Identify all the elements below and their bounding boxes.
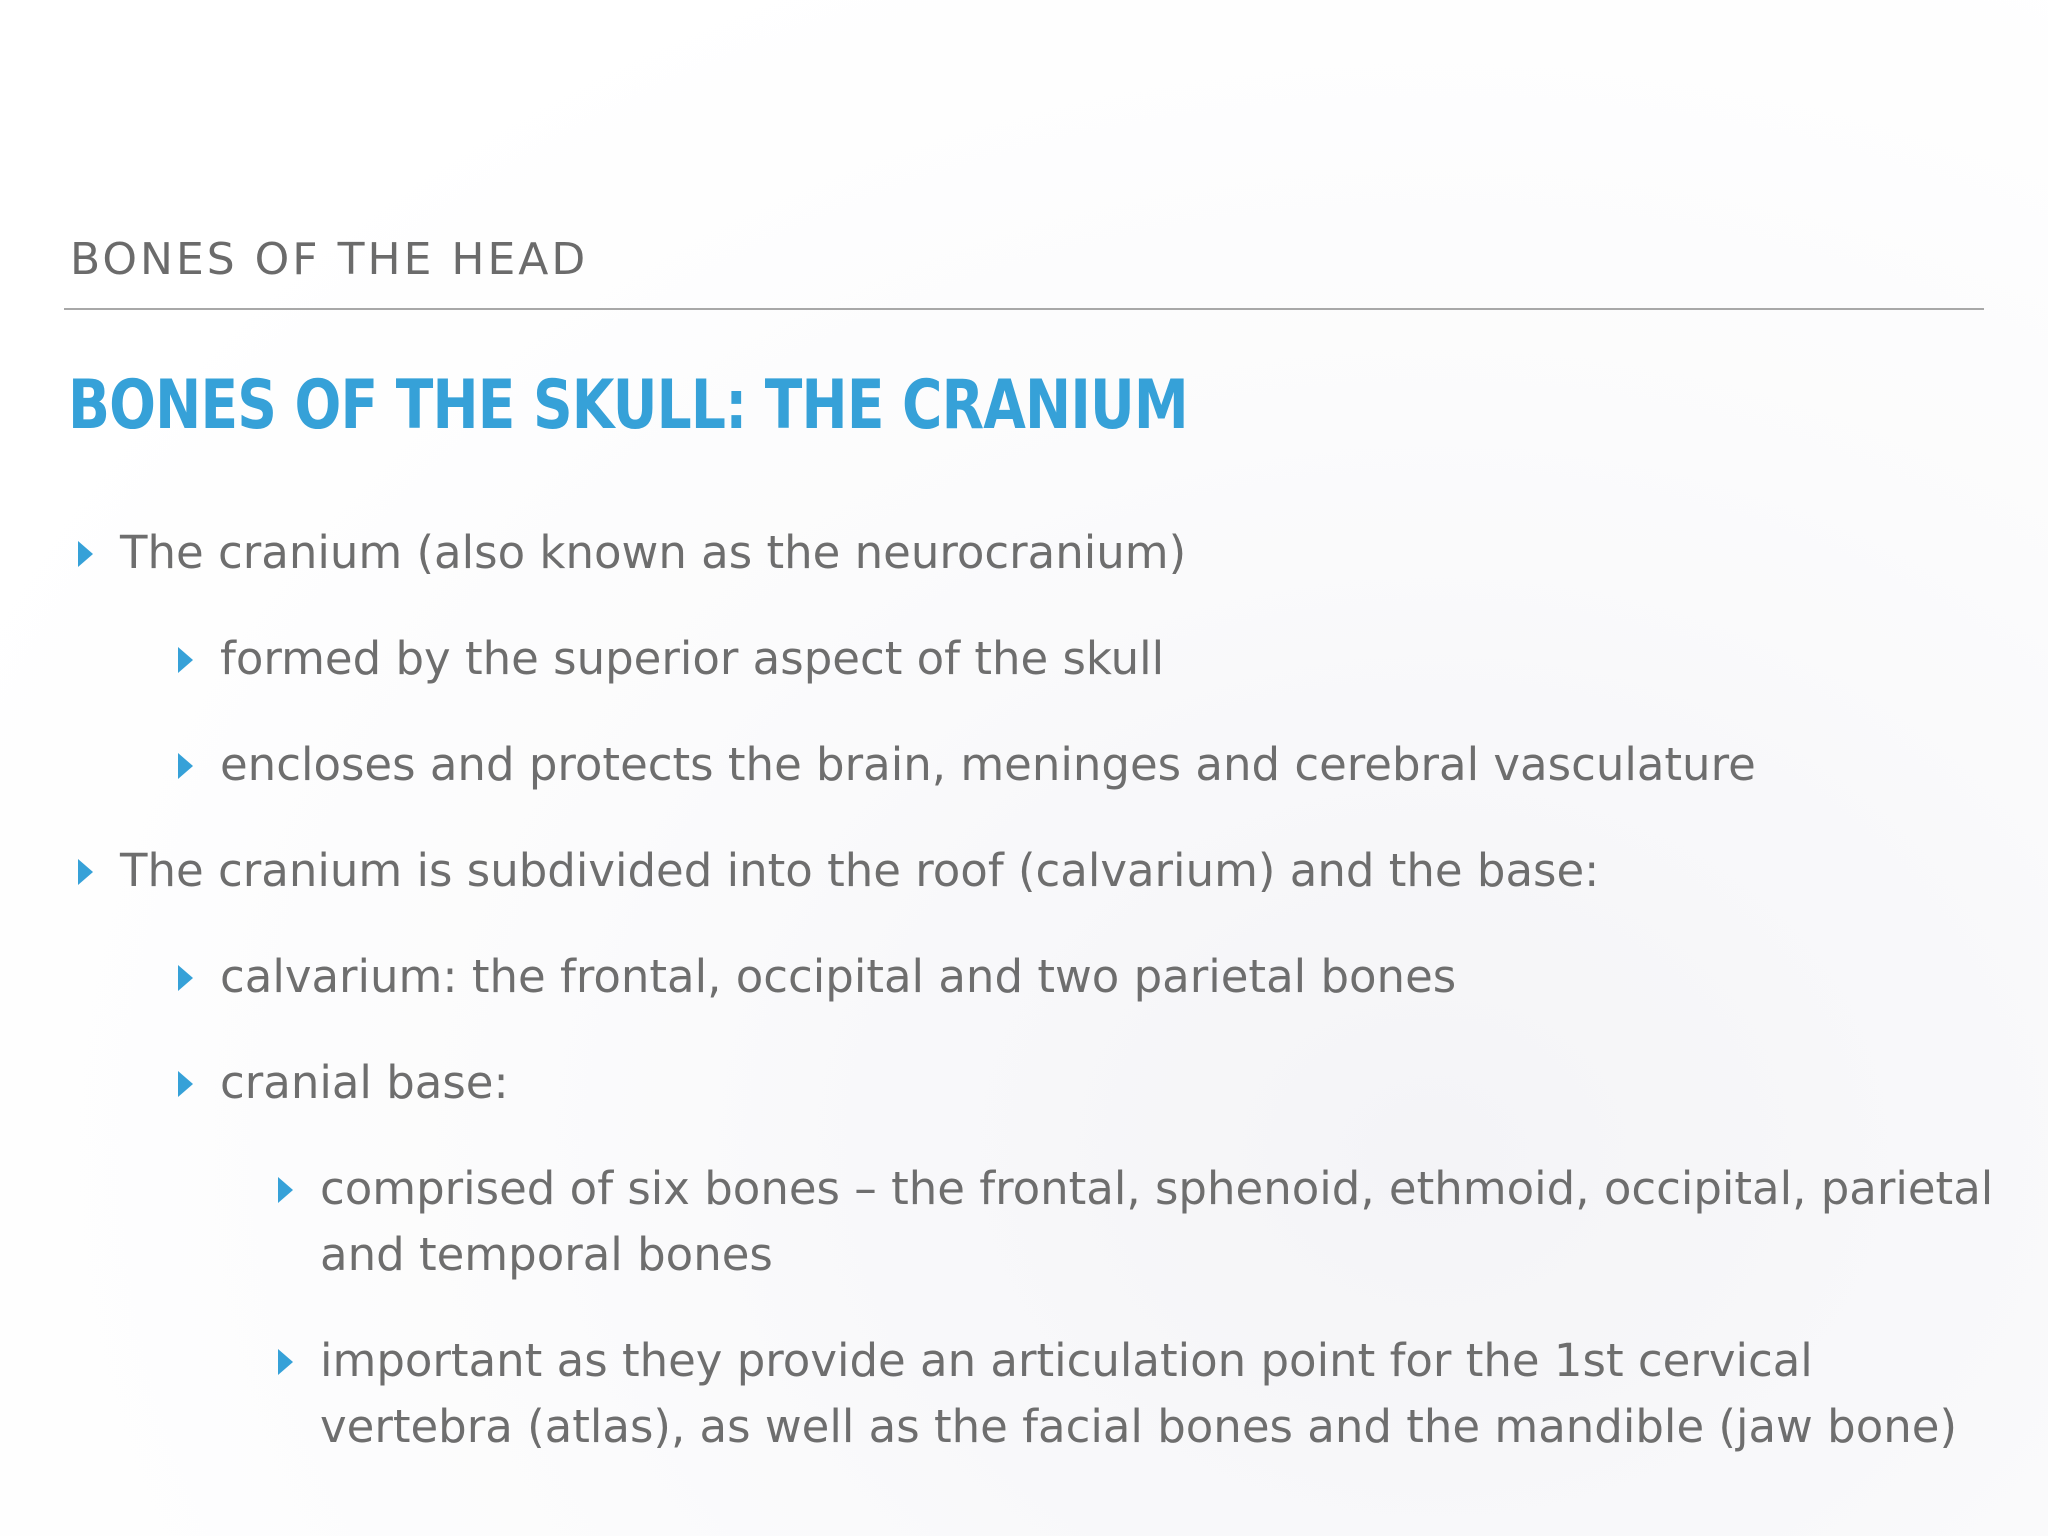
bullet-text: The cranium (also known as the neurocranium) <box>120 526 1187 579</box>
bullet-triangle-icon <box>278 1177 293 1203</box>
bullet-text: important as they provide an articulation point for the 1st cervical vertebra (atlas), as well as the facial bones and the mandible (jaw bone) <box>320 1334 1958 1453</box>
bullet-triangle-icon <box>178 965 193 991</box>
bullet-item <box>220 626 1164 692</box>
bullet-item <box>220 944 1456 1010</box>
bullet-text: formed by the superior aspect of the skull <box>220 632 1165 685</box>
bullet-triangle-icon <box>78 859 93 885</box>
bullet-triangle-icon <box>178 1071 193 1097</box>
section-title: BONES OF THE HEAD <box>70 234 589 285</box>
bullet-text: comprised of six bones – the frontal, sphenoid, ethmoid, occipital, parietal and temporal bones <box>320 1162 1994 1281</box>
bullet-text: calvarium: the frontal, occipital and two parietal bones <box>220 950 1457 1003</box>
bullet-text: The cranium is subdivided into the roof (calvarium) and the base: <box>120 844 1600 897</box>
bullet-item <box>320 1328 2000 1460</box>
bullet-item <box>120 520 1186 586</box>
bullet-item <box>220 1050 509 1116</box>
bullet-text: encloses and protects the brain, meninges and cerebral vasculature <box>220 738 1756 791</box>
bullet-triangle-icon <box>178 753 193 779</box>
bullet-item <box>320 1156 2000 1288</box>
slide-title: BONES OF THE SKULL: THE CRANIUM <box>68 366 1188 445</box>
bullet-triangle-icon <box>178 647 193 673</box>
bullet-item <box>120 838 1599 904</box>
bullet-triangle-icon <box>78 541 93 567</box>
bullet-text: cranial base: <box>220 1056 509 1109</box>
bullet-triangle-icon <box>278 1349 293 1375</box>
bullet-item <box>220 732 1756 798</box>
